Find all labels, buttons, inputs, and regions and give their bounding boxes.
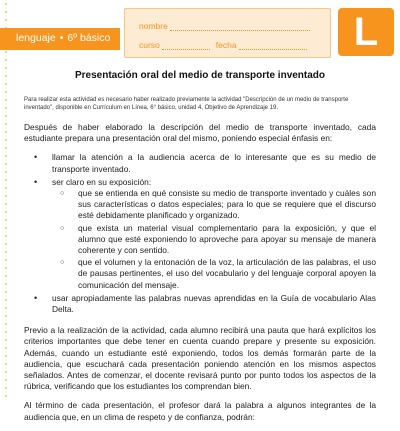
logo-letter: L bbox=[353, 10, 379, 54]
list-item bbox=[24, 177, 376, 291]
date-field[interactable] bbox=[239, 41, 307, 50]
name-field[interactable] bbox=[170, 22, 310, 31]
sub-list-item bbox=[52, 188, 376, 222]
date-label: fecha bbox=[215, 40, 237, 50]
bullet-icon: • bbox=[34, 176, 38, 187]
subject-name: lenguaje bbox=[16, 32, 56, 44]
student-info-form bbox=[124, 8, 331, 58]
closing-paragraph: Al término de cada presentación, el profesor dará la palabra a algunos integrantes de la audiencia que, en un clima de respeto y de confianza, podrán: bbox=[24, 400, 376, 422]
subject-label bbox=[16, 32, 110, 44]
grade-level: 6º básico bbox=[67, 32, 111, 44]
name-label: nombre bbox=[139, 21, 168, 31]
course-label: curso bbox=[139, 40, 160, 50]
course-field[interactable] bbox=[162, 41, 210, 50]
sub-list-item-text: que el volumen y la entonación de la voz, la articulación de las palabras, el uso de pausas pertinentes, el uso del vocabulario y del lenguaje corporal apoyen la comunicación del mensaje. bbox=[78, 257, 376, 290]
course-date-row bbox=[139, 40, 307, 50]
subject-logo bbox=[338, 8, 394, 56]
name-row bbox=[139, 21, 310, 31]
sub-list-item bbox=[52, 223, 376, 257]
prerequisite-note: Para realizar esta actividad es necesario haber realizado previamente la actividad "Descripción de un medio de transporte inventado", disponible en Currículum en Línea, 6° básico, unidad 4, Objetivo de Aprendizaje 19. bbox=[24, 97, 349, 111]
bullet-icon: • bbox=[34, 292, 38, 303]
emphasis-list bbox=[24, 152, 376, 315]
subject-separator: • bbox=[59, 32, 64, 44]
sub-list-item-text: que exista un material visual complementario para la exposición, y que el alumno que esté exponiendo lo aproveche para apoyar su mensaje de manera coherente y con sentido. bbox=[78, 222, 376, 256]
decorative-dot-border bbox=[2, 0, 10, 400]
list-item-text: ser claro en su exposición: bbox=[52, 176, 152, 187]
sub-list bbox=[52, 188, 376, 291]
circle-bullet-icon: ○ bbox=[60, 190, 65, 198]
sub-list-item bbox=[52, 257, 376, 291]
sub-list-item-text: que se entienda en qué consiste su medio de transporte inventado y cuáles son sus características o datos especiales; para lo que se requiere que el discurso esté debidamente planificado y organizado. bbox=[78, 188, 376, 221]
list-item-text: llamar la atención a la audiencia acerca de lo interesante que es su medio de transporte inventado. bbox=[52, 152, 376, 174]
list-item bbox=[24, 152, 376, 174]
intro-paragraph: Después de haber elaborado la descripción del medio de transporte inventado, cada estudiante prepara una presentación oral del mismo, poniendo especial énfasis en: bbox=[24, 122, 376, 144]
page-title: Presentación oral del medio de transporte inventado bbox=[74, 70, 326, 81]
circle-bullet-icon: ○ bbox=[60, 259, 65, 267]
circle-bullet-icon: ○ bbox=[60, 224, 65, 232]
bullet-icon: • bbox=[34, 152, 38, 163]
preparation-paragraph: Previo a la realización de la actividad, cada alumno recibirá una pauta que hará explícitos los criterios importantes que debe tener en cuenta cuando prepare y presente su exposición. Además, cuando un estudiante esté exponiendo, todos los demás formarán parte de la audiencia, que escuchará cada presentación poniendo atención en los mismos aspectos señalados. Antes de comenzar, el docente revisará punto por punto todos los aspectos de la rúbrica, verificando que los estudiantes los comprendan bien. bbox=[24, 325, 376, 392]
list-item-text: usar apropiadamente las palabras nuevas aprendidas en la Guía de vocabulario Alas Delta. bbox=[52, 292, 376, 315]
list-item bbox=[24, 293, 376, 315]
document-body bbox=[24, 122, 376, 431]
